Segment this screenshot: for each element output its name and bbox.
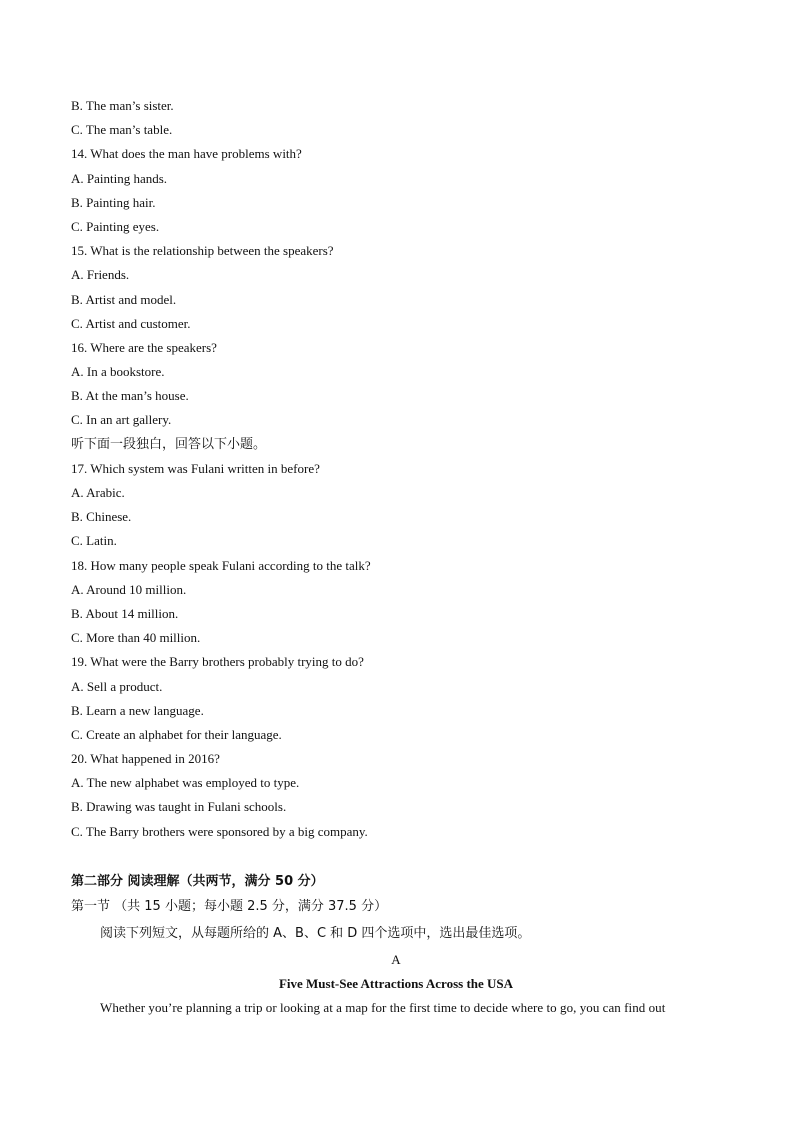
option-line: C. Create an alphabet for their language. [71,726,282,742]
passage-title: Five Must-See Attractions Across the USA [278,976,514,991]
option-line: C. The man’s table. [71,122,173,138]
question-line: 19. What were the Barry brothers probably trying to do? [71,654,364,670]
question-line: 20. What happened in 2016? [71,751,220,767]
option-line: A. Sell a product. [71,678,163,694]
passage-text: Whether you’re planning a trip or looking at a map for the first time to decide where to go, you can find out [100,1000,666,1015]
part-title: 第二部分 阅读理解（共两节，满分 50 分） [71,874,324,889]
option-line: B. The man’s sister. [71,98,174,113]
question-line: 16. Where are the speakers? [71,339,217,355]
option-line: B. At the man’s house. [71,388,189,404]
reading-section [71,870,731,1020]
question-line: 17. Which system was Fulani written in before? [71,460,320,476]
option-line: B. About 14 million. [71,605,179,621]
option-line: B. Chinese. [71,509,132,525]
question-line: 14. What does the man have problems with? [71,146,302,162]
section-title: 第一节 （共 15 小题；每小题 2.5 分，满分 37.5 分） [71,899,388,914]
option-line: C. More than 40 million. [71,630,201,646]
listening-questions [71,94,731,844]
question-line: 18. How many people speak Fulani according to the talk? [71,557,371,573]
option-line: C. Painting eyes. [71,218,160,234]
option-line: B. Painting hair. [71,194,156,210]
option-line: B. Learn a new language. [71,702,204,718]
reading-instruction: 阅读下列短文，从每题所给的 A、B、C 和 D 四个选项中，选出最佳选项。 [100,926,531,941]
option-line: A. Friends. [71,267,130,283]
option-line: A. Painting hands. [71,170,168,186]
option-line: C. Latin. [71,533,117,549]
option-line: B. Drawing was taught in Fulani schools. [71,799,287,815]
option-line: C. In an art gallery. [71,412,172,428]
option-line: C. The Barry brothers were sponsored by a big company. [71,823,368,839]
option-line: C. Artist and customer. [71,315,191,331]
option-line: A. Around 10 million. [71,581,187,597]
option-line: B. Artist and model. [71,291,177,307]
option-line: A. In a bookstore. [71,364,165,380]
option-line: A. Arabic. [71,485,125,500]
passage-letter: A [391,952,401,967]
option-line: A. The new alphabet was employed to type. [71,775,300,791]
question-line: 15. What is the relationship between the speakers? [71,243,334,259]
monologue-instruction: 听下面一段独白，回答以下小题。 [71,436,267,452]
